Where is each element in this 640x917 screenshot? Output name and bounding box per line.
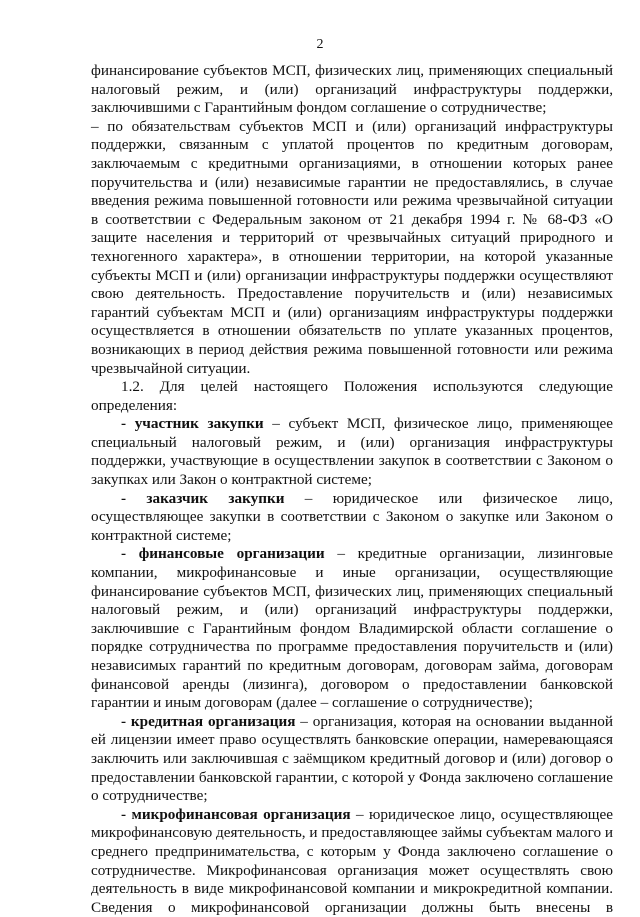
paragraph-definitions-intro: 1.2. Для целей настоящего Положения используются следующие определения: xyxy=(91,378,613,414)
definition-procurement-participant xyxy=(91,415,613,489)
definition-text: – кредитные организации, лизинговые компании, микрофинансовые и иные организации, осуществляющие финансирование субъектов МСП, физических лиц, применяющих специальный налоговый режим, и (или) организаций инфраструктуры поддержки, заключившие с Гарантийным фондом Владимирской области соглашение о порядке сотрудничества по программе предоставления поручительств и (или) независимых гарантий по кредитным договорам, договорам займа, договорам финансовой аренды (лизинга), договором о предоставлении банковской гарантии и иным договорам (далее – соглашение о сотрудничестве); xyxy=(91,545,613,712)
term-procurement-customer: - заказчик закупки xyxy=(121,489,285,507)
definition-microfinance-organization xyxy=(91,806,613,917)
document-body xyxy=(91,62,613,917)
definition-text: – субъект МСП, физическое лицо, применяющее специальный налоговый режим, и (или) организация инфраструктуры поддержки, участвующие в осуществлении закупок в соответствии с Законом о закупках или Закон о контрактной системе; xyxy=(91,415,613,489)
definition-financial-organizations xyxy=(91,545,613,712)
paragraph-interest-obligations: – по обязательствам субъектов МСП и (или) организаций инфраструктуры поддержки, связанным с уплатой процентов по кредитным договорам, заключаемым с кредитными организациями, в отношении которых ранее поручительства и (или) независимые гарантии не предоставлялись, в случае введения режима повышенной готовности или режима чрезвычайной ситуации в соответствии с Федеральным законом от 21 декабря 1994 г. № 68-ФЗ «О защите населения и территорий от чрезвычайных ситуаций природного и техногенного характера», в отношении территории, на которой указанные субъекты МСП и (или) организации инфраструктуры поддержки осуществляют свою деятельность. Предоставление поручительств и (или) независимых гарантий субъектам МСП и (или) организациям инфраструктуры поддержки осуществляется в отношении обязательств по уплате указанных процентов, возникающих в период действия режима повышенной готовности или режима чрезвычайной ситуации. xyxy=(91,117,613,377)
term-credit-organization: - кредитная организация xyxy=(121,712,296,730)
term-financial-organizations: - финансовые организации xyxy=(121,545,325,563)
page-number: 2 xyxy=(316,37,324,52)
definition-text: – юридическое лицо, осуществляющее микрофинансовую деятельность, и предоставляющее займы субъектам малого и среднего предпринимательства, с которым у Фонда заключено соглашение о сотрудничестве. Микрофинансовая организация может осуществлять свою деятельность в виде микрофинансовой компании и микрокредитной компании. Сведения о микрофинансовой организации должны быть внесены в xyxy=(91,805,613,916)
term-microfinance-organization: - микрофинансовая организация xyxy=(121,805,351,823)
term-procurement-participant: - участник закупки xyxy=(121,415,264,433)
paragraph-continuation: финансирование субъектов МСП, физических лиц, применяющих специальный налоговый режим, и (или) организаций инфраструктуры поддержки, заключившими с Гарантийным фондом соглашение о сотрудничестве; xyxy=(91,62,613,117)
definition-credit-organization xyxy=(91,713,613,806)
definition-procurement-customer xyxy=(91,490,613,546)
definition-text: – юридическое или физическое лицо, осуществляющее закупки в соответствии с Законом о закупке или Законом о контрактной системе; xyxy=(91,489,613,544)
definition-text: – организация, которая на основании выданной ей лицензии имеет право осуществлять банковские операции, намеревающаяся заключить или заключившая с заёмщиком кредитный договор и (или) договор о предоставлении банковской гарантии, с которой у Фонда заключено соглашение о сотрудничестве; xyxy=(91,712,613,805)
